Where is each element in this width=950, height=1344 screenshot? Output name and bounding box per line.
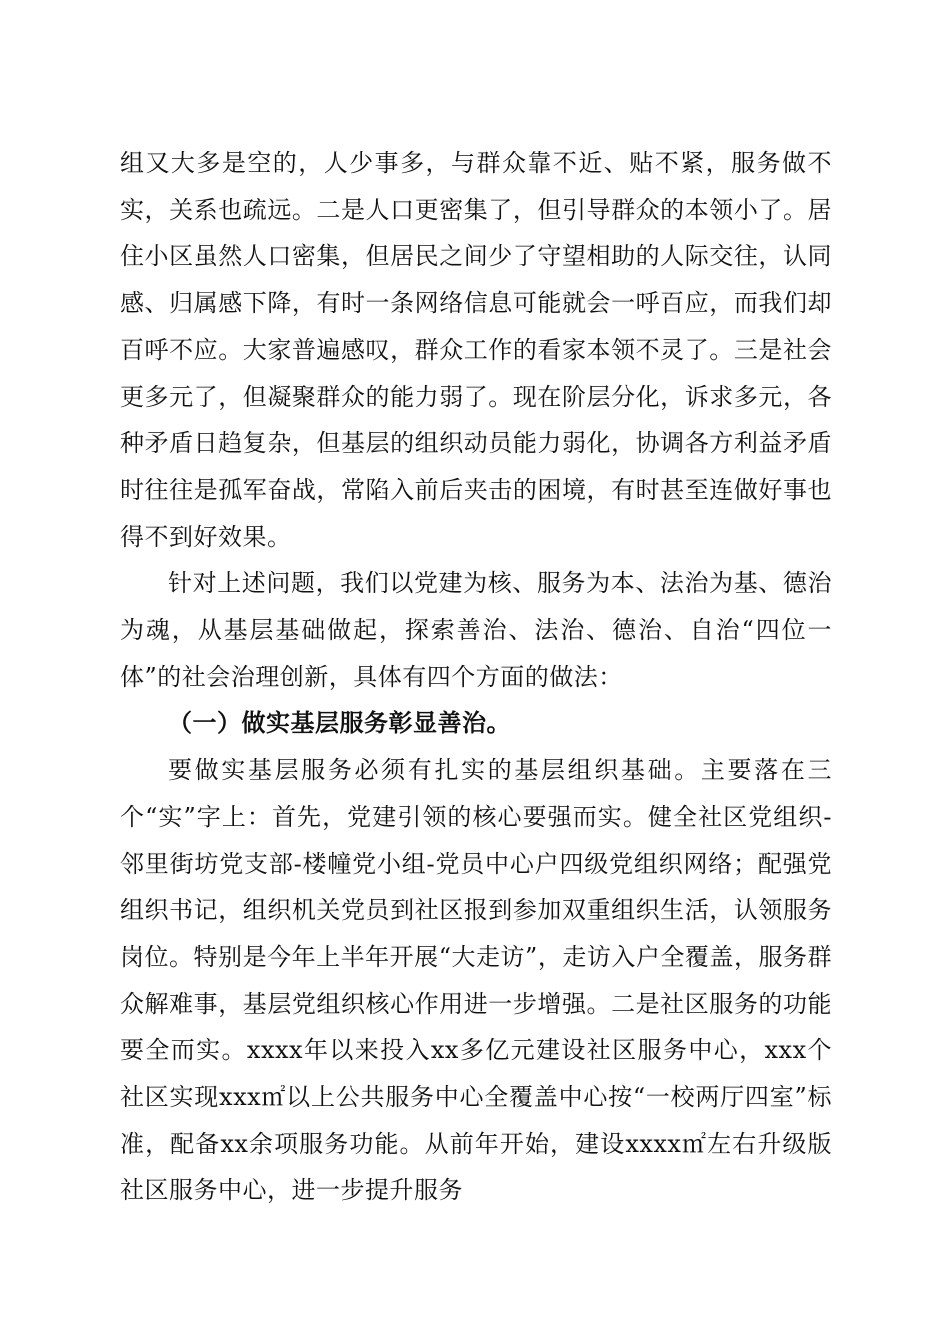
document-body [120, 140, 832, 1214]
paragraph-continuation: 组又大多是空的，人少事多，与群众靠不近、贴不紧，服务做不实，关系也疏远。二是人口更密集了，但引导群众的本领小了。居住小区虽然人口密集，但居民之间少了守望相助的人际交往，认同感、归属感下降，有时一条网络信息可能就会一呼百应，而我们却百呼不应。大家普遍感叹，群众工作的看家本领不灵了。三是社会更多元了，但凝聚群众的能力弱了。现在阶层分化，诉求多元，各种矛盾日趋复杂，但基层的组织动员能力弱化，协调各方利益矛盾时往往是孤军奋战，常陷入前后夹击的困境，有时甚至连做好事也得不到好效果。 [120, 149, 832, 551]
paragraph-approach: 针对上述问题，我们以党建为核、服务为本、法治为基、德治为魂，从基层基础做起，探索善治、法治、德治、自治“四位一体”的社会治理创新，具体有四个方面的做法： [120, 569, 832, 691]
section-heading-1: （一）做实基层服务彰显善治。 [168, 708, 511, 738]
paragraph-grassroots-service: 要做实基层服务必须有扎实的基层组织基础。主要落在三个“实”字上：首先，党建引领的核心要强而实。健全社区党组织-邻里街坊党支部-楼幢党小组-党员中心户四级党组织网络；配强党组织书记，组织机关党员到社区报到参加双重组织生活，认领服务岗位。特别是今年上半年开展“大走访”，走访入户全覆盖，服务群众解难事，基层党组织核心作用进一步增强。二是社区服务的功能要全而实。xxxx年以来投入xx多亿元建设社区服务中心，xxx个社区实现xxx㎡以上公共服务中心全覆盖中心按“一校两厅四室”标准，配备xx余项服务功能。从前年开始，建设xxxx㎡左右升级版社区服务中心，进一步提升服务 [120, 756, 832, 1205]
